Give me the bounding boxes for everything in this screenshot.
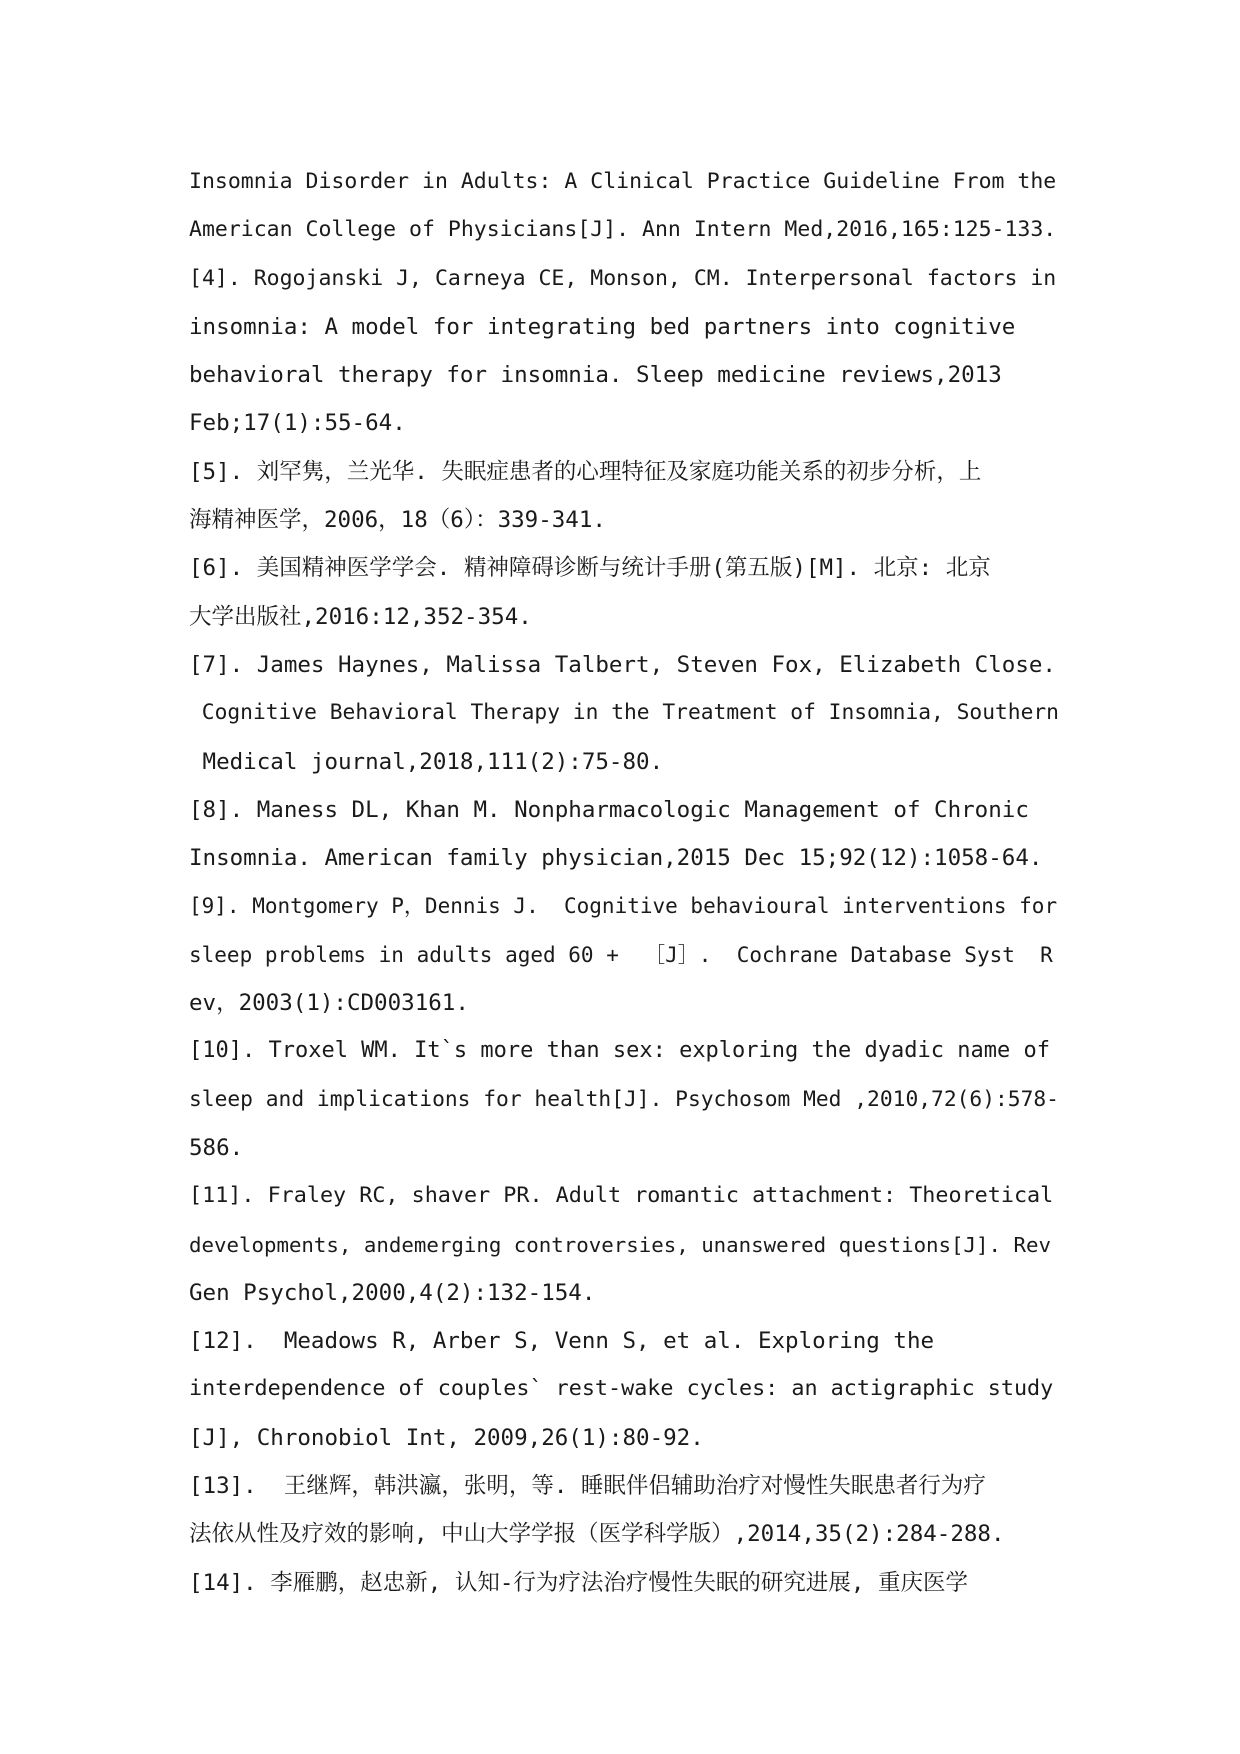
text-line: [12]. Meadows R, Arber S, Venn S, et al. Exploring the [189,1328,935,1355]
text-line: [10]. Troxel WM. It`s more than sex: exploring the dyadic name of [189,1038,1050,1064]
text-line: 法依从性及疗效的影响, 中山大学学报（医学科学版）,2014,35(2):284-288. [189,1521,1005,1548]
text-line: [8]. Maness DL, Khan M. Nonpharmacologic Management of Chronic [189,796,1029,823]
text-line: insomnia: A model for integrating bed partners into cognitive [189,313,1016,340]
text-line: interdependence of couples` rest-wake cycles: an actigraphic study [189,1376,1054,1402]
text-line: behavioral therapy for insomnia. Sleep medicine reviews,2013 [189,362,1002,389]
reference-5 [189,448,1059,545]
reference-7 [189,641,1059,786]
reference-12 [189,1317,1059,1462]
text-line: Insomnia Disorder in Adults: A Clinical Practice Guideline From the [189,169,1057,194]
reference-10 [189,1027,1059,1172]
text-line: 大学出版社,2016:12,352-354. [189,603,532,630]
text-line: 586. [189,1134,244,1161]
text-line: Medical journal,2018,111(2):75-80. [189,748,664,775]
text-line: sleep and implications for health[J]. Psychosom Med ,2010,72(6):578- [189,1086,1059,1112]
text-line: ev，2003(1):CD003161. [189,990,469,1017]
text-line: Cognitive Behavioral Therapy in the Treatment of Insomnia, Southern [189,700,1059,726]
text-line: Feb;17(1):55-64. [189,410,406,437]
reference-6 [189,544,1059,641]
text-line: American College of Physicians[J]. Ann Intern Med,2016,165:125-133. [189,217,1057,243]
reference-11 [189,1172,1059,1317]
reference-13 [189,1462,1059,1559]
reference-4 [189,255,1059,448]
text-line: [6]. 美国精神医学学会. 精神障碍诊断与统计手册(第五版)[M]. 北京: 北京 [189,555,991,582]
reference-9 [189,882,1059,1027]
text-line: [7]. James Haynes, Malissa Talbert, Steven Fox, Elizabeth Close. [189,651,1056,678]
text-line: sleep problems in adults aged 60 + ［J］. Cochrane Database Syst R [189,942,1053,967]
text-line: [14]. 李雁鹏，赵忠新, 认知-行为疗法治疗慢性失眠的研究进展, 重庆医学 [189,1569,969,1596]
reference-list [189,158,1059,1607]
reference-14 [189,1559,1059,1607]
text-line: [13]. 王继辉，韩洪瀛，张明，等. 睡眠伴侣辅助治疗对慢性失眠患者行为疗 [189,1473,986,1500]
text-line: [J], Chronobiol Int, 2009,26(1):80-92. [189,1424,704,1451]
text-line: Insomnia. American family physician,2015 Dec 15;92(12):1058-64. [189,845,1043,872]
text-line: [4]. Rogojanski J, Carneya CE, Monson, CM. Interpersonal factors in [189,265,1057,291]
text-line: [11]. Fraley RC, shaver PR. Adult romantic attachment: Theoretical [189,1183,1054,1209]
reference-3-continued [189,158,1059,255]
text-line: [9]. Montgomery P，Dennis J. Cognitive behavioural interventions for [189,894,1058,919]
text-line: [5]. 刘罕隽，兰光华. 失眠症患者的心理特征及家庭功能关系的初步分析，上 [189,458,982,485]
text-line: Gen Psychol,2000,4(2):132-154. [189,1279,596,1306]
text-line: 海精神医学，2006，18（6）：339-341. [189,507,606,534]
text-line: developments, andemerging controversies, unanswered questions[J]. Rev [189,1232,1051,1257]
reference-8 [189,786,1059,883]
